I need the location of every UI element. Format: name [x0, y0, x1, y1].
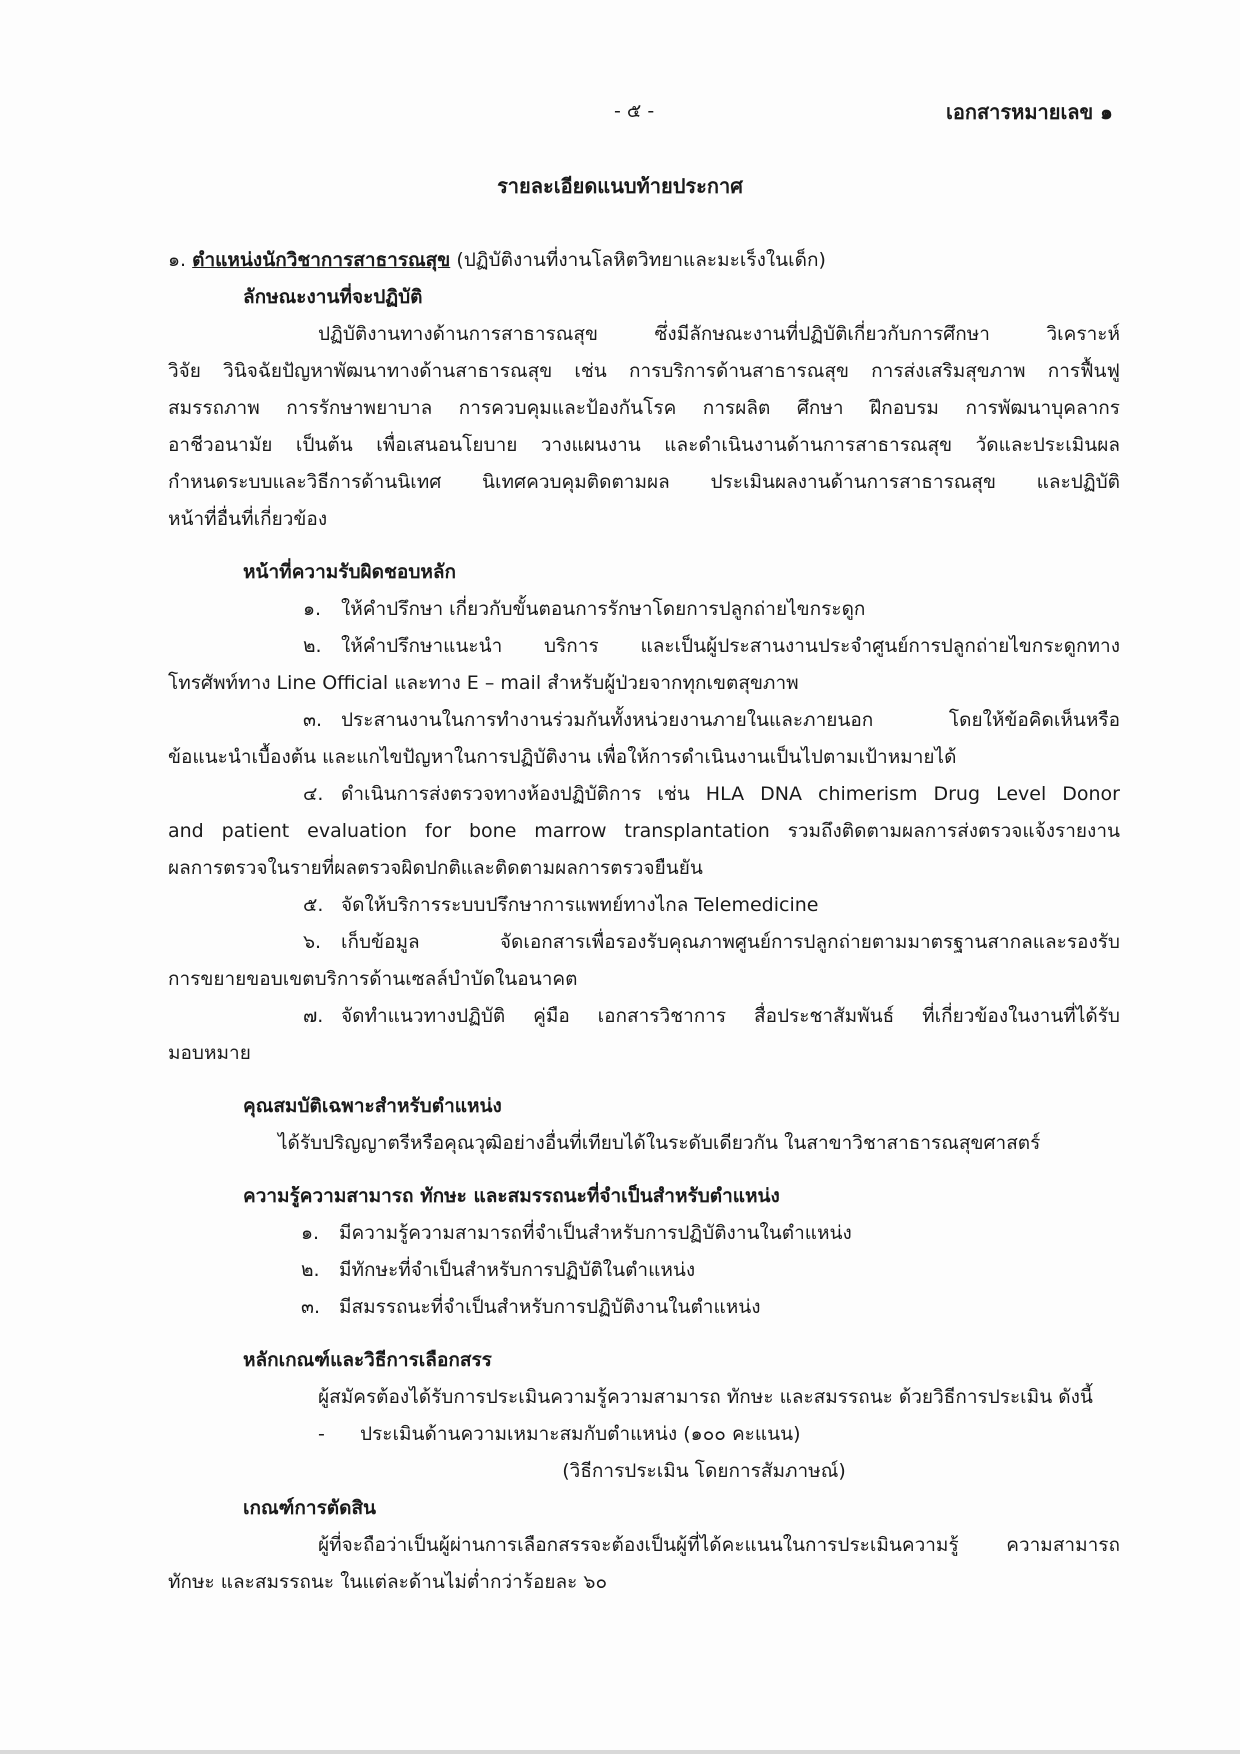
selection-method: (วิธีการประเมิน โดยการสัมภาษณ์): [562, 1460, 846, 1482]
duty-text-continued: การขยายขอบเขตบริการด้านเซลล์บำบัดในอนาคต: [168, 968, 578, 990]
competency-number: ๒.: [301, 1259, 320, 1281]
duty-number: ๓.: [303, 709, 323, 731]
qualification-heading: คุณสมบัติเฉพาะสำหรับตำแหน่ง: [243, 1095, 502, 1117]
criteria-text-continued: ทักษะ และสมรรถนะ ในแต่ละด้านไม่ต่ำกว่าร้อยละ ๖๐: [168, 1571, 608, 1593]
selection-heading: หลักเกณฑ์และวิธีการเลือกสรร: [243, 1349, 492, 1371]
duty-text-continued: มอบหมาย: [168, 1042, 251, 1064]
position-unit: (ปฏิบัติงานที่งานโลหิตวิทยาและมะเร็งในเด็ก): [456, 249, 826, 271]
competency-text: มีความรู้ความสามารถที่จำเป็นสำหรับการปฏิบัติงานในตำแหน่ง: [339, 1222, 852, 1244]
bullet-text: ประเมินด้านความเหมาะสมกับตำแหน่ง (๑๐๐ คะแนน): [360, 1423, 801, 1445]
job-nature-line: วิจัย วินิจฉัยปัญหาพัฒนาทางด้านสาธารณสุข เช่น การบริการด้านสาธารณสุข การส่งเสริมสุขภาพ การฟื้นฟู: [168, 360, 1120, 382]
duty-number: ๒.: [303, 635, 322, 657]
competency-item: [168, 1252, 1120, 1289]
duty-number: ๗.: [303, 1005, 324, 1027]
duty-text: ให้คำปรึกษาแนะนำ บริการ และเป็นผู้ประสานงานประจำศูนย์การปลูกถ่ายไขกระดูกทาง: [341, 635, 1120, 657]
criteria-heading: เกณฑ์การตัดสิน: [243, 1497, 377, 1519]
selection-intro: ผู้สมัครต้องได้รับการประเมินความรู้ความสามารถ ทักษะ และสมรรถนะ ด้วยวิธีการประเมิน ดังนี้: [318, 1386, 1093, 1408]
job-nature-line: ปฏิบัติงานทางด้านการสาธารณสุข ซึ่งมีลักษณะงานที่ปฏิบัติเกี่ยวกับการศึกษา วิเคราะห์: [318, 323, 1120, 345]
job-nature-heading: ลักษณะงานที่จะปฏิบัติ: [243, 286, 423, 308]
job-nature-line: สมรรถภาพ การรักษาพยาบาล การควบคุมและป้องกันโรค การผลิต ศึกษา ฝึกอบรม การพัฒนาบุคลากร: [168, 397, 1120, 419]
job-nature-line: กำหนดระบบและวิธีการด้านนิเทศ นิเทศควบคุมติดตามผล ประเมินผลงานด้านการสาธารณสุข และปฏิบัติ: [168, 471, 1120, 493]
qualification-text: ได้รับปริญญาตรีหรือคุณวุฒิอย่างอื่นที่เทียบได้ในระดับเดียวกัน ในสาขาวิชาสาธารณสุขศาสตร์: [278, 1132, 1041, 1154]
duty-text-continued: ข้อแนะนำเบื้องต้น และแกไขปัญหาในการปฏิบัติงาน เพื่อให้การดำเนินงานเป็นไปตามเป้าหมายได้: [168, 746, 957, 768]
document-title: รายละเอียดแนบท้ายประกาศ: [497, 174, 743, 198]
competency-item: [168, 1289, 1120, 1326]
duty-text: จัดทำแนวทางปฏิบัติ คู่มือ เอกสารวิชาการ สื่อประชาสัมพันธ์ ที่เกี่ยวข้องในงานที่ได้รับ: [341, 1005, 1120, 1027]
duty-text-continued: ผลการตรวจในรายที่ผลตรวจผิดปกติและติดตามผลการตรวจยืนยัน: [168, 857, 703, 879]
duty-number: ๕.: [303, 894, 324, 916]
duty-number: ๖.: [303, 931, 322, 953]
job-nature-line: หน้าที่อื่นที่เกี่ยวข้อง: [168, 508, 328, 530]
duty-item: [168, 702, 1120, 739]
competency-number: ๑.: [301, 1222, 320, 1244]
duty-item: [168, 591, 1120, 628]
competency-item: [168, 1215, 1120, 1252]
duty-text-continued: and patient evaluation for bone marrow transplantation รวมถึงติดตามผลการส่งตรวจแจ้งรายงาน: [168, 820, 1120, 842]
duty-text: เก็บข้อมูล จัดเอกสารเพื่อรองรับคุณภาพศูนย์การปลูกถ่ายตามมาตรฐานสากลและรองรับ: [341, 931, 1120, 953]
document-body: [168, 242, 1120, 1601]
selection-bullet: [168, 1416, 1120, 1453]
scan-edge: [0, 1750, 1240, 1754]
competency-number: ๓.: [301, 1296, 321, 1318]
duty-text: ประสานงานในการทำงานร่วมกันทั้งหน่วยงานภายในและภายนอก โดยให้ข้อคิดเห็นหรือ: [341, 709, 1120, 731]
bullet-dash: -: [318, 1423, 325, 1445]
competency-heading: ความรู้ความสามารถ ทักษะ และสมรรถนะที่จำเป็นสำหรับตำแหน่ง: [243, 1185, 780, 1207]
duty-number: ๔.: [303, 783, 324, 805]
position-number: ๑.: [168, 249, 187, 271]
duty-item: [168, 924, 1120, 961]
duty-text: จัดให้บริการระบบปรึกษาการแพทย์ทางไกล Telemedicine: [341, 894, 819, 916]
criteria-text: ผู้ที่จะถือว่าเป็นผู้ผ่านการเลือกสรรจะต้องเป็นผู้ที่ได้คะแนนในการประเมินความรู้ ความสามารถ: [318, 1534, 1120, 1556]
duty-number: ๑.: [303, 598, 322, 620]
duties-heading: หน้าที่ความรับผิดชอบหลัก: [243, 561, 457, 583]
duty-text: ให้คำปรึกษา เกี่ยวกับขั้นตอนการรักษาโดยการปลูกถ่ายไขกระดูก: [341, 598, 866, 620]
job-nature-line: อาชีวอนามัย เป็นต้น เพื่อเสนอนโยบาย วางแผนงาน และดำเนินงานด้านการสาธารณสุข วัดและประเมินผล: [168, 434, 1120, 456]
competency-text: มีสมรรถนะที่จำเป็นสำหรับการปฏิบัติงานในตำแหน่ง: [339, 1296, 761, 1318]
document-reference: เอกสารหมายเลข ๑: [946, 100, 1113, 124]
position-line: [168, 242, 1120, 279]
page-number: - ๕ -: [614, 100, 655, 122]
duty-item: [168, 776, 1120, 813]
duty-text: ดำเนินการส่งตรวจทางห้องปฏิบัติการ เช่น HLA DNA chimerism Drug Level Donor: [341, 783, 1120, 805]
competency-text: มีทักษะที่จำเป็นสำหรับการปฏิบัติในตำแหน่ง: [339, 1259, 696, 1281]
duty-text-continued: โทรศัพท์ทาง Line Official และทาง E – mail สำหรับผู้ป่วยจากทุกเขตสุขภาพ: [168, 672, 799, 694]
position-name: ตำแหน่งนักวิชาการสาธารณสุข: [192, 249, 451, 271]
duty-item: [168, 998, 1120, 1035]
duty-item: [168, 628, 1120, 665]
duty-item: [168, 887, 1120, 924]
